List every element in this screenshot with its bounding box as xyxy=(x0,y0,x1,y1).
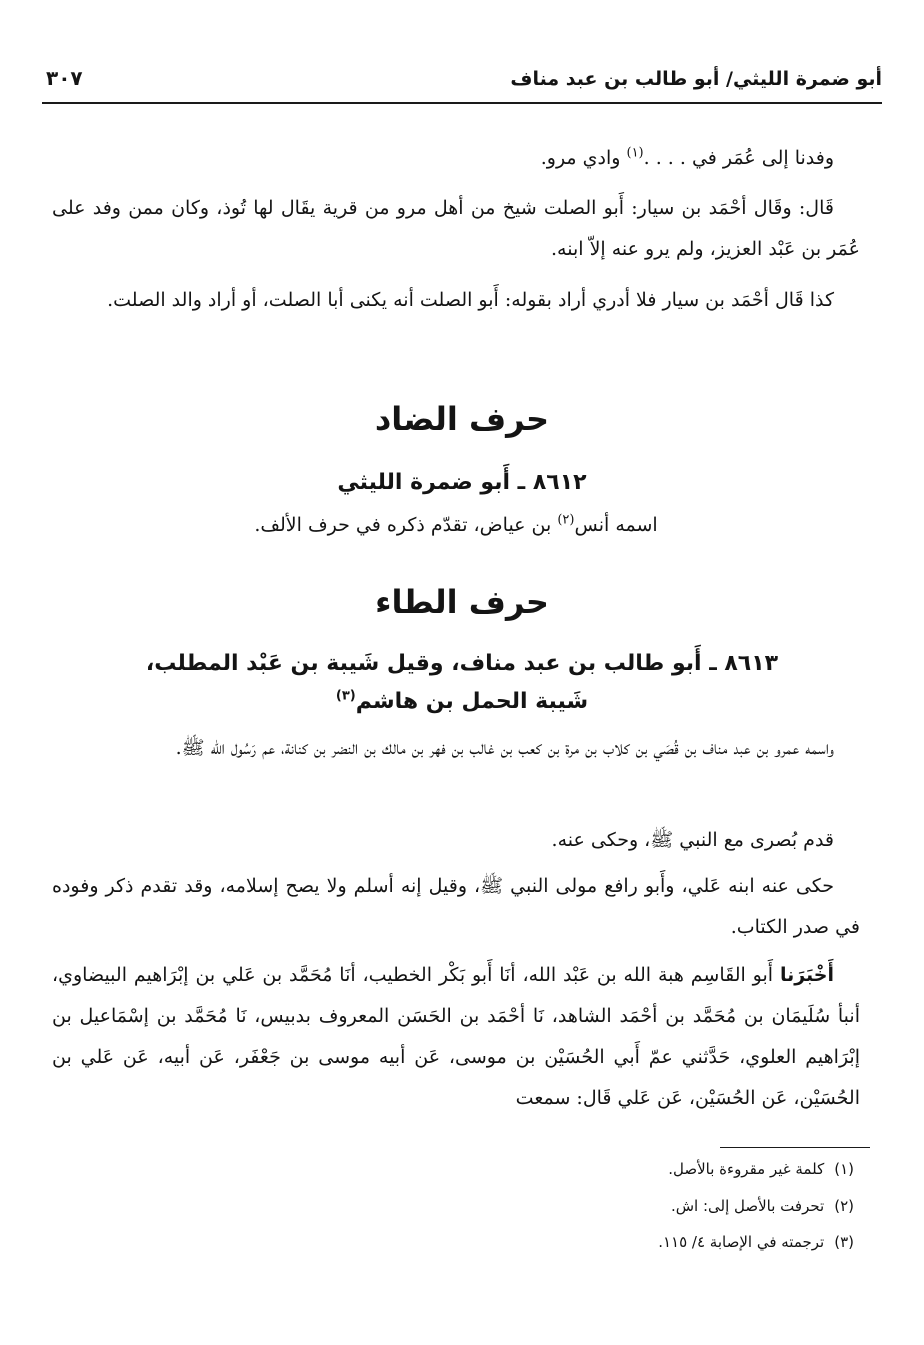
page-number: ٣٠٧ xyxy=(46,66,83,90)
running-header xyxy=(42,68,882,104)
footnote-text: تحرفت بالأصل إلى: اش. xyxy=(670,1197,825,1215)
entry-text-tail: بن عياض، تقدّم ذكره في حرف الألف. xyxy=(254,514,558,536)
footnote-text: كلمة غير مقروءة بالأصل. xyxy=(668,1160,825,1178)
entry-title-8613 xyxy=(40,645,884,721)
paragraph-kadha: كذا قَال أحْمَد بن سيار فلا أدري أراد بقوله: أَبو الصلت أنه يكنى أبا الصلت، أو أراد والد الصلت. xyxy=(107,289,834,311)
section-heading-dad: حرف الضاد xyxy=(374,400,550,438)
footnote-rule xyxy=(720,1147,870,1148)
paragraph-haka: حكى عنه ابنه عَلي، وأَبو رافع مولى النبي ﷺ، وقيل إنه أسلم ولا يصح إسلامه، وقد تقدم ذكر وفوده في صدر الكتاب. xyxy=(52,875,860,938)
footnote-2 xyxy=(52,1197,854,1215)
footnote-number: (١) xyxy=(834,1160,854,1178)
footnote-ref: (١) xyxy=(626,145,644,161)
footnote-number: (٢) xyxy=(834,1197,854,1215)
paragraph-qadima: قدم بُصرى مع النبي ﷺ، وحكى عنه. xyxy=(551,829,834,851)
lead-word: أَخْبَرَنا xyxy=(779,964,834,986)
footnote-text: ترجمته في الإصابة ٤/ ١١٥. xyxy=(658,1233,825,1251)
footnote-ref: (٢) xyxy=(557,512,575,528)
footnote-3 xyxy=(52,1233,854,1251)
paragraph-text-tail: وادي مرو. xyxy=(540,147,627,169)
entry-text: اسمه أنس xyxy=(574,514,658,536)
footnote-1 xyxy=(52,1160,854,1178)
section-heading-ta: حرف الطاء xyxy=(375,583,549,621)
running-header-title: أبو ضمرة الليثي/ أبو طالب بن عبد مناف xyxy=(510,68,882,90)
paragraph-text: أَبو القَاسِم هبة الله بن عَبْد الله، أنَا أَبو بَكْر الخطيب، أنَا مُحَمَّد بن عَلي بن إبْرَاهيم البيضاوي، أنبأ سُلَيمَان بن مُحَمَّد بن أحْمَد الشاهد، نَا أحْمَد بن الحَسَن المعروف بدبيس، نَا مُحَمَّد بن إسْمَاعيل بن إبْرَاهيم العلوي، حَدَّثني عمّ أَبي الحُسَيْن بن موسى، عَن أبيه موسى بن جَعْفَر، عَن أبيه، عَن عَلي بن الحُسَيْن، عَن الحُسَيْن، عَن عَلي قَال: سمعت xyxy=(52,964,860,1109)
entry-text-8612 xyxy=(52,505,860,546)
footnote-ref: (٣) xyxy=(335,688,356,704)
footnote-number: (٣) xyxy=(834,1233,854,1251)
entry-title-line2: شَيبة الحمل بن هاشم xyxy=(355,689,589,714)
paragraph-ismuhu: واسمه عمرو بن عبد مناف بن قُصَي بن كلاب بن مرة بن كعب بن غالب بن فهر بن مالك بن النضر بن كنانة، عم رَسُول الله ﷺ. xyxy=(175,737,834,759)
paragraph-text: وفدنا إلى عُمَر في . . . . xyxy=(643,147,834,169)
paragraph-akhbarana xyxy=(52,955,860,1119)
entry-title-8612: ٨٦١٢ ـ أَبو ضمرة الليثي xyxy=(337,470,587,495)
entry-title-line1: ٨٦١٣ ـ أَبو طالب بن عبد مناف، وقيل شَيبة بن عَبْد المطلب، xyxy=(145,651,779,676)
paragraph-qal: قَال: وقَال أحْمَد بن سيار: أَبو الصلت شيخ من أهل مرو من قرية يقَال لها تُوذ، وكان ممن وفد على عُمَر بن عَبْد العزيز، ولم يرو عنه إلاّ ابنه. xyxy=(52,197,860,260)
paragraph-wafadna xyxy=(52,138,860,179)
